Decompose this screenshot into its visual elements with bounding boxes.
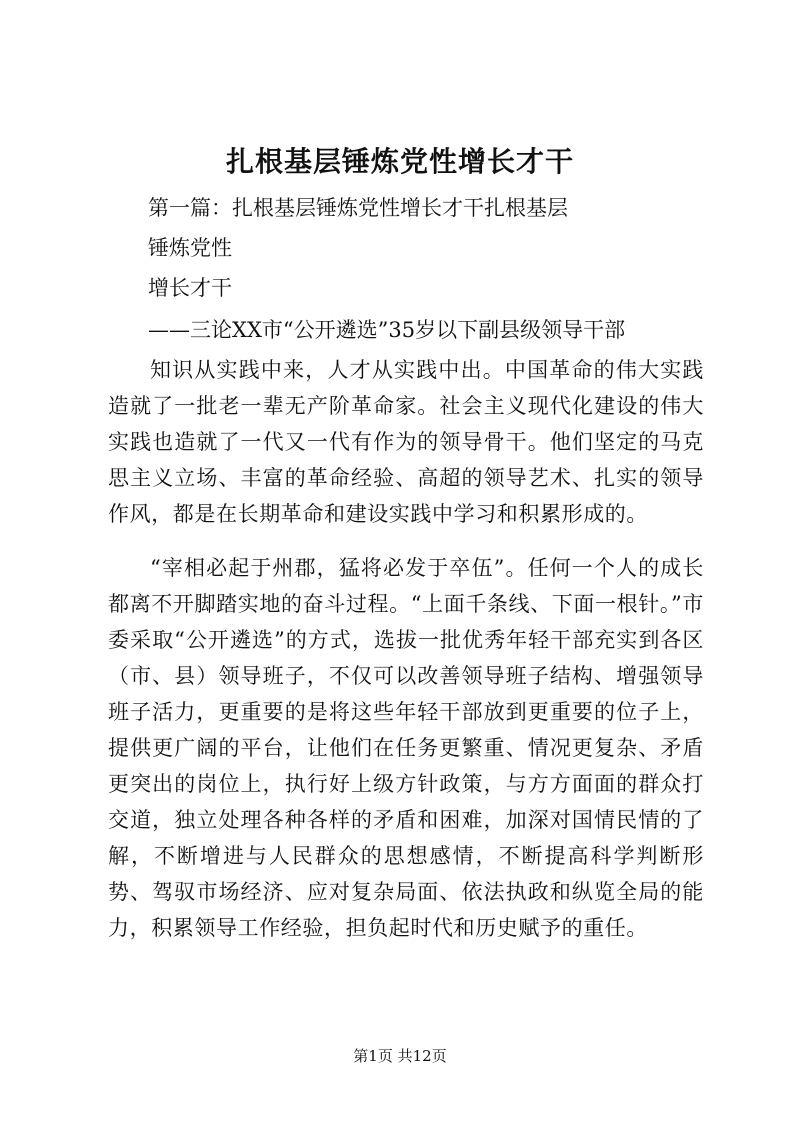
document-title: 扎根基层锤炼党性增长才干 [225, 145, 574, 178]
heading-line-2: 锤炼党性 [148, 236, 232, 260]
heading-line-3: 增长才干 [148, 276, 232, 300]
subtitle-line: ——三论XX市“公开遴选”35岁以下副县级领导干部 [148, 318, 626, 342]
heading-line-1: 第一篇：扎根基层锤炼党性增长才干扎根基层 [148, 196, 568, 220]
page-footer: 第1页 共12页 [353, 1047, 447, 1065]
body-paragraph-2: “宰相必起于州郡，猛将必发于卒伍”。任何一个人的成长都离不开脚踏实地的奋斗过程。“上面千条线、下面一根针。”市委采取“公开遴选”的方式，选拔一批优秀年轻干部充实到各区（市、县）领导班子，不仅可以改善领导班子结构、增强领导班子活力，更重要的是将这些年轻干部放到更重要的位子上，提供更广阔的平台，让他们在任务更繁重、情况更复杂、矛盾更突出的岗位上，执行好上级方针政策，与方方面面的群众打交道，独立处理各种各样的矛盾和困难，加深对国情民情的了解，不断增进与人民群众的思想感情，不断提高科学判断形势、驾驭市场经济、应对复杂局面、依法执政和纵览全局的能力，积累领导工作经验，担负起时代和历史赋予的重任。 [108, 556, 704, 940]
body-paragraph-1: 知识从实践中来，人才从实践中出。中国革命的伟大实践造就了一批老一辈无产阶革命家。社会主义现代化建设的伟大实践也造就了一代又一代有作为的领导骨干。他们坚定的马克思主义立场、丰富的革命经验、高超的领导艺术、扎实的领导作风，都是在长期革命和建设实践中学习和积累形成的。 [108, 358, 704, 526]
